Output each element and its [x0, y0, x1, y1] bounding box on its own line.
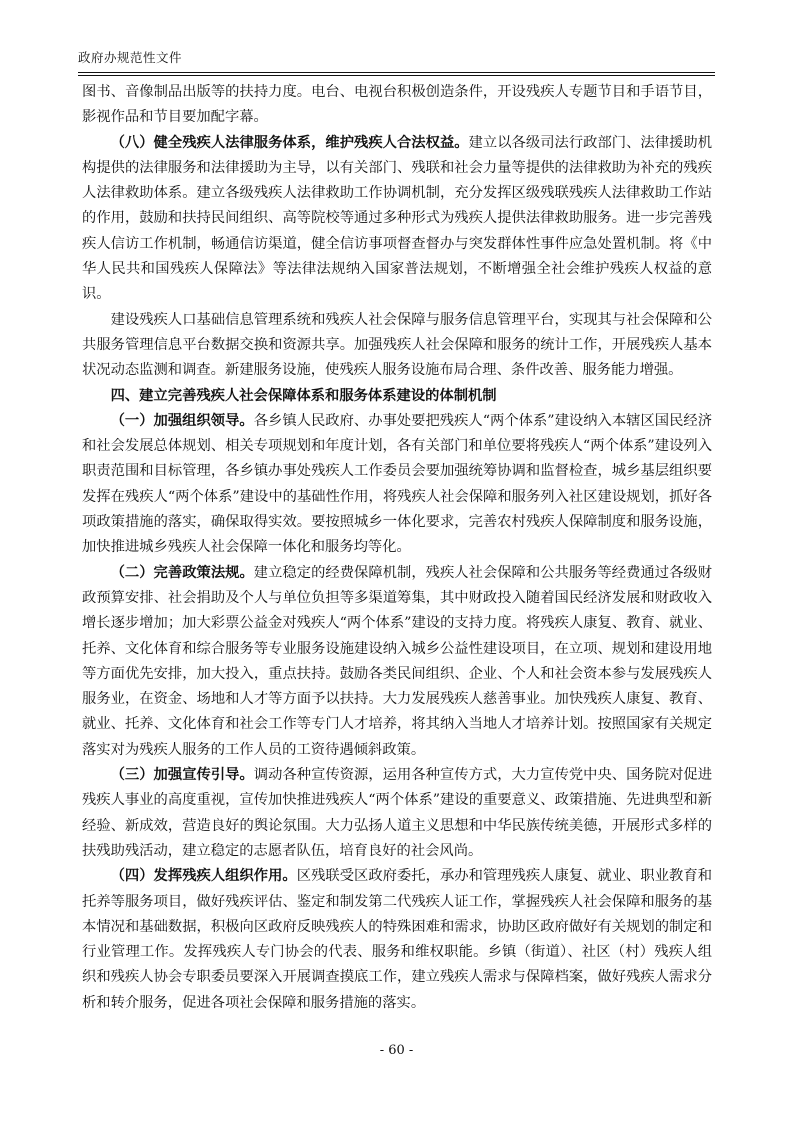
paragraph-text: 建立稳定的经费保障机制，残疾人社会保障和公共服务等经费通过各级财政预算安排、社会捐助及个人与单位负担等多渠道筹集，其中财政投入随着国民经济发展和财政收入增长逐步增加；加大彩票公益金对残疾人“两个体系”建设的支持力度。将残疾人康复、教育、就业、托养、文化体育和综合服务等专业服务设施建设纳入城乡公益性建设项目，在立项、规划和建设用地等方面优先安排，加大投入，重点扶持。鼓励各类民间组织、企业、个人和社会资本参与发展残疾人服务业，在资金、场地和人才等方面予以扶持。大力发展残疾人慈善事业。加快残疾人康复、教育、就业、托养、文化体育和社会工作等专门人才培养，将其纳入当地人才培养计划。按照国家有关规定落实对为残疾人服务的工作人员的工资待遇倾斜政策。 — [82, 564, 713, 758]
header-divider — [78, 72, 715, 73]
document-body — [82, 80, 712, 1016]
paragraph-text: 调动各种宣传资源，运用各种宣传方式，大力宣传党中央、国务院对促进残疾人事业的高度重视，宣传加快推进残疾人“两个体系”建设的重要意义、政策措施、先进典型和新经验、新成效，营造良好的舆论氛围。大力弘扬人道主义思想和中华民族传统美德，开展形式多样的扶残助残活动，建立稳定的志愿者队伍，培育良好的社会风尚。 — [82, 767, 713, 859]
page-number: - 60 - — [379, 1043, 414, 1058]
paragraph-heading: （八）健全残疾人法律服务体系，维护残疾人合法权益。 — [110, 134, 469, 151]
paragraph-heading: （三）加强宣传引导。 — [110, 767, 254, 784]
paragraph-text: 区残联受区政府委托，承办和管理残疾人康复、就业、职业教育和托养等服务项目，做好残疾评估、鉴定和制发第二代残疾人证工作，掌握残疾人社会保障和服务的基本情况和基础数据，积极向区政府反映残疾人的特殊困难和需求，协助区政府做好有关规划的制定和行业管理工作。发挥残疾人专门协会的代表、服务和维权职能。乡镇（街道）、社区（村）残疾人组织和残疾人协会专职委员要深入开展调查摸底工作，建立残疾人需求与保障档案，做好残疾人需求分析和转介服务，促进各项社会保障和服务措施的落实。 — [82, 868, 712, 1011]
paragraph-text: 建立以各级司法行政部门、法律援助机构提供的法律服务和法律援助为主导，以有关部门、残联和社会力量等提供的法律救助为补充的残疾人法律救助体系。建立各级残疾人法律救助工作协调机制，充分发挥区级残联残疾人法律救助工作站的作用，鼓励和扶持民间组织、高等院校等通过多种形式为残疾人提供法律救助服务。进一步完善残疾人信访工作机制，畅通信访渠道，健全信访事项督查督办与突发群体性事件应急处置机制。将《中华人民共和国残疾人保障法》等法律法规纳入国家普法规划，不断增强全社会维护残疾人权益的意识。 — [82, 134, 713, 303]
paragraph-policy-regulations — [82, 561, 712, 763]
section-heading — [82, 384, 712, 409]
paragraph-heading: （二）完善政策法规。 — [110, 564, 254, 581]
paragraph-text: 各乡镇人民政府、办事处要把残疾人“两个体系”建设纳入本辖区国民经济和社会发展总体规划、相关专项规划和年度计划，各有关部门和单位要将残疾人“两个体系”建设列入职责范围和目标管理，各乡镇办事处残疾人工作委员会要加强统筹协调和监督检查，城乡基层组织要发挥在残疾人“两个体系”建设中的基础性作用，将残疾人社会保障和服务列入社区建设规划，抓好各项政策措施的落实，确保取得实效。要按照城乡一体化要求，完善农村残疾人保障制度和服务设施，加快推进城乡残疾人社会保障一体化和服务均等化。 — [82, 412, 713, 556]
paragraph-publicity-guidance — [82, 763, 712, 864]
paragraph-continuation — [82, 80, 712, 131]
paragraph-heading: （一）加强组织领导。 — [110, 412, 254, 429]
running-header-title: 政府办规范性文件 — [78, 50, 183, 65]
section-title: 四、建立完善残疾人社会保障体系和服务体系建设的体制机制 — [110, 387, 497, 404]
paragraph-text: 建设残疾人口基础信息管理系统和残疾人社会保障与服务信息管理平台，实现其与社会保障和公共服务管理信息平台数据交换和资源共享。加强残疾人社会保障和服务的统计工作，开展残疾人基本状况动态监测和调查。新建服务设施，使残疾人服务设施布局合理、条件改善、服务能力增强。 — [82, 311, 712, 379]
paragraph-organization-leadership — [82, 409, 712, 561]
header-divider-secondary — [78, 75, 715, 76]
paragraph-disability-organizations — [82, 864, 712, 1016]
paragraph-heading: （四）发挥残疾人组织作用。 — [110, 868, 297, 885]
paragraph-legal-services — [82, 131, 712, 308]
paragraph-information-system — [82, 308, 712, 384]
paragraph-text: 图书、音像制品出版等的扶持力度。电台、电视台积极创造条件，开设残疾人专题节目和手语节目，影视作品和节目要加配字幕。 — [82, 84, 712, 126]
